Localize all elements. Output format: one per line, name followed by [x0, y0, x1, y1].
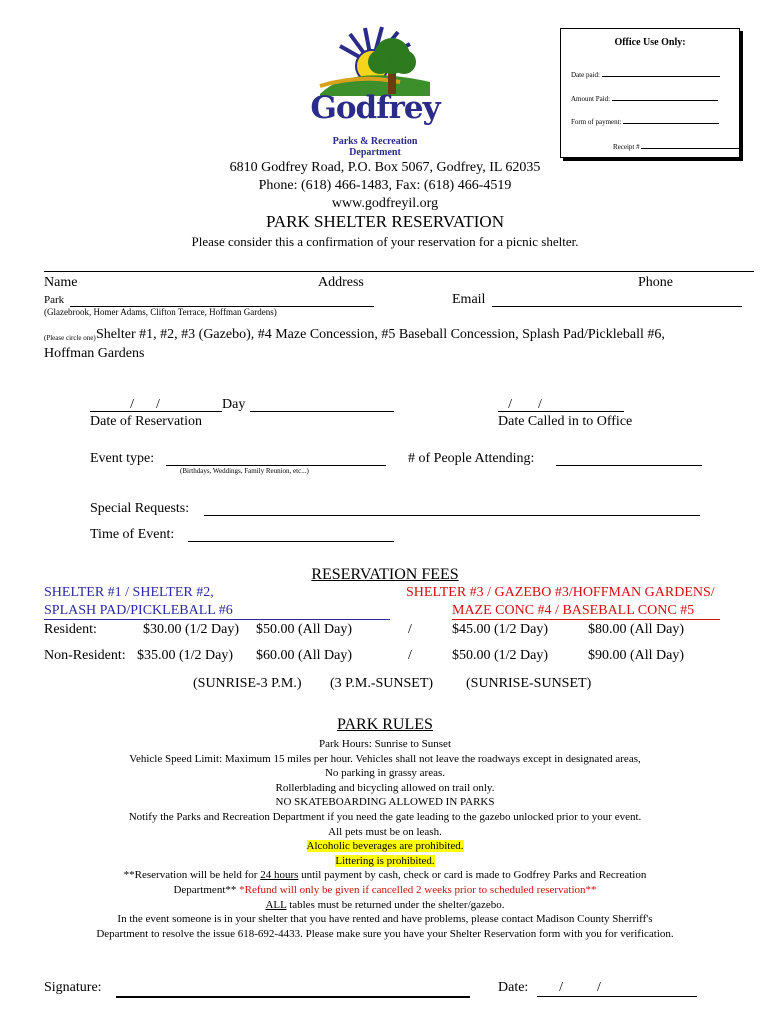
rules-title: PARK RULES: [337, 716, 433, 733]
nonresident-right-all-day: $90.00 (All Day): [588, 648, 685, 663]
nonresident-label: Non-Resident:: [44, 648, 126, 663]
park-label: Park: [44, 294, 65, 306]
rules-line-6: All pets must be on leash.: [328, 826, 442, 838]
reservation-date-slashes: //: [130, 397, 182, 412]
date-paid-row[interactable]: Date paid:: [571, 69, 720, 79]
email-input[interactable]: [492, 306, 742, 307]
office-use-title: Office Use Only:: [614, 37, 686, 48]
office-use-box: [560, 28, 740, 158]
shelter-options-line2[interactable]: Hoffman Gardens: [44, 346, 145, 361]
rules-problem-2: Department to resolve the issue 618-692-4433. Please make sure you have your Shelter Reservation form with you for verification.: [96, 928, 674, 940]
fees-left-underline: [44, 619, 390, 620]
rules-littering-row: [0, 855, 770, 867]
page-title: PARK SHELTER RESERVATION: [266, 212, 504, 231]
nonresident-all-day: $60.00 (All Day): [256, 648, 353, 663]
amount-paid-row[interactable]: Amount Paid:: [571, 93, 718, 103]
rules-alcohol: Alcoholic beverages are prohibited.: [306, 840, 464, 852]
fees-left-head1: SHELTER #1 / SHELTER #2,: [44, 585, 214, 600]
rules-tables-row: ALL tables must be returned under the shelter/gazebo.: [265, 899, 505, 911]
date-of-reservation-label: Date of Reservation: [90, 414, 202, 429]
logo-sub2: Department: [349, 147, 401, 158]
time-of-event-input[interactable]: [188, 541, 394, 542]
date-called-slashes: //: [508, 397, 568, 412]
time-of-event-label: Time of Event:: [90, 527, 175, 542]
phone-label: Phone: [638, 275, 673, 290]
receipt-row[interactable]: Receipt #: [613, 141, 743, 151]
rules-problem-1: In the event someone is in your shelter that you have rented and have problems, please contact Madison County Sherriff's: [117, 913, 653, 925]
time-3pm-sunset: (3 P.M.-SUNSET): [330, 676, 434, 691]
name-label: Name: [44, 275, 78, 290]
circle-hint: (Please circle one): [44, 334, 96, 342]
resident-right-half-day: $45.00 (1/2 Day): [452, 622, 549, 637]
logo-sub1: Parks & Recreation: [332, 136, 418, 147]
fees-left-head2: SPLASH PAD/PICKLEBALL #6: [44, 603, 233, 618]
resident-sep: /: [408, 622, 412, 637]
logo-name: Godfrey: [310, 90, 440, 126]
date-input[interactable]: [537, 996, 697, 997]
rules-line-5: Notify the Parks and Recreation Department if you need the gate leading to the gazebo unlocked prior to your event.: [128, 811, 642, 823]
date-slashes: //: [559, 980, 635, 995]
fees-title: RESERVATION FEES: [311, 566, 459, 583]
rules-refund-row: Department** *Refund will only be given if cancelled 2 weeks prior to scheduled reservation**: [173, 884, 597, 896]
date-label: Date:: [498, 980, 529, 995]
refund-policy: *Refund will only be given if cancelled 2 weeks prior to scheduled reservation**: [239, 884, 597, 896]
org-address: 6810 Godfrey Road, P.O. Box 5067, Godfrey, IL 62035: [229, 160, 541, 175]
date-called-label: Date Called in to Office: [498, 414, 633, 429]
org-website[interactable]: www.godfreyil.org: [331, 196, 439, 211]
rules-hold-row: **Reservation will be held for 24 hours until payment by cash, check or card is made to Godfrey Parks and Recreation: [123, 869, 647, 881]
godfrey-logo: [310, 24, 440, 162]
day-label: Day: [222, 397, 246, 412]
event-type-label: Event type:: [90, 451, 155, 466]
rules-line-0: Park Hours: Sunrise to Sunset: [319, 738, 451, 750]
special-requests-input[interactable]: [204, 515, 700, 516]
hold-24-hours: 24 hours: [260, 869, 299, 881]
special-requests-label: Special Requests:: [90, 501, 190, 516]
fees-right-underline: [452, 619, 720, 620]
time-sunrise-sunset: (SUNRISE-SUNSET): [466, 676, 592, 691]
event-type-hint: (Birthdays, Weddings, Family Reunion, etc...): [180, 467, 309, 475]
people-attending-input[interactable]: [556, 465, 702, 466]
signature-label: Signature:: [44, 980, 102, 995]
top-divider: [44, 271, 754, 272]
rules-littering: Littering is prohibited.: [335, 855, 435, 867]
fees-right-head2: MAZE CONC #4 / BASEBALL CONC #5: [452, 603, 695, 618]
form-of-payment-row[interactable]: Form of payment:: [571, 116, 719, 126]
resident-label: Resident:: [44, 622, 97, 637]
nonresident-right-half-day: $50.00 (1/2 Day): [452, 648, 549, 663]
people-attending-label: # of People Attending:: [408, 451, 535, 466]
nonresident-half-day: $35.00 (1/2 Day): [137, 648, 234, 663]
park-hint: (Glazebrook, Homer Adams, Clifton Terrace, Hoffman Gardens): [44, 307, 277, 317]
resident-right-all-day: $80.00 (All Day): [588, 622, 685, 637]
rules-line-1: Vehicle Speed Limit: Maximum 15 miles per hour. Vehicles shall not leave the roadways except in designated areas,: [129, 753, 641, 765]
event-type-input[interactable]: [166, 465, 386, 466]
nonresident-sep: /: [408, 648, 412, 663]
rules-alcohol-row: [0, 840, 770, 852]
day-input[interactable]: [250, 411, 394, 412]
signature-input[interactable]: [116, 996, 470, 998]
fees-right-head1: SHELTER #3 / GAZEBO #3/HOFFMAN GARDENS/: [406, 585, 715, 600]
rules-line-3: Rollerblading and bicycling allowed on trail only.: [275, 782, 495, 794]
shelter-options-line1[interactable]: Shelter #1, #2, #3 (Gazebo), #4 Maze Concession, #5 Baseball Concession, Splash Pad/Pickleball #6,: [96, 327, 665, 342]
address-label: Address: [318, 275, 364, 290]
rules-line-2: No parking in grassy areas.: [324, 767, 446, 779]
time-sunrise-3pm: (SUNRISE-3 P.M.): [193, 676, 302, 691]
page-subtitle: Please consider this a confirmation of your reservation for a picnic shelter.: [191, 234, 579, 249]
org-phone: Phone: (618) 466-1483, Fax: (618) 466-4519: [258, 178, 512, 193]
email-label: Email: [452, 292, 486, 307]
resident-half-day: $30.00 (1/2 Day): [143, 622, 240, 637]
resident-all-day: $50.00 (All Day): [256, 622, 353, 637]
rules-line-4: NO SKATEBOARDING ALLOWED IN PARKS: [275, 796, 495, 808]
